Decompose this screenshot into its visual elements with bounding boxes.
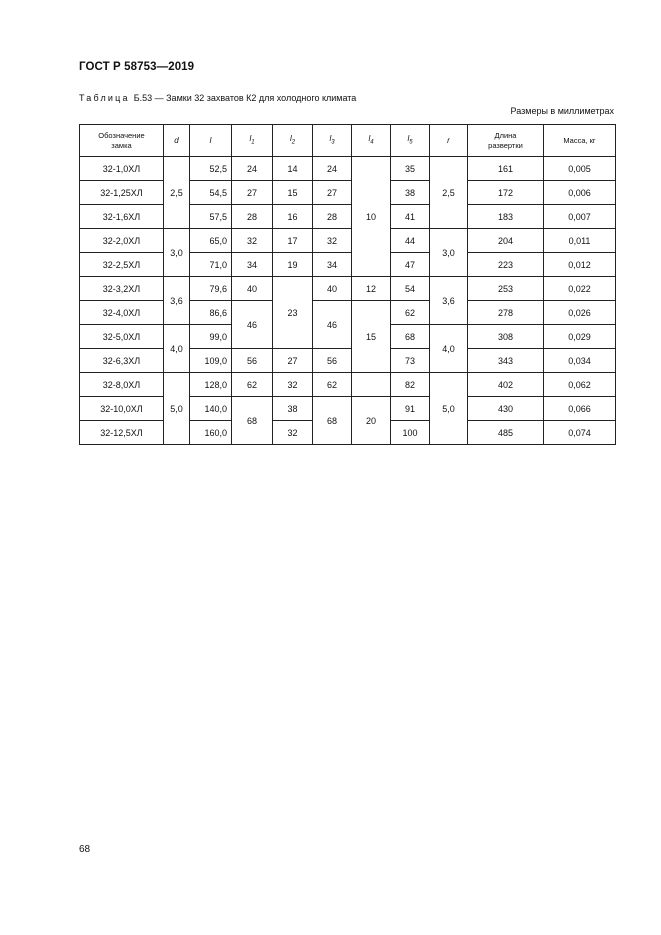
table-row xyxy=(80,157,616,181)
table-row xyxy=(80,397,616,421)
cell-development-length: 430 xyxy=(468,397,544,421)
cell-mass: 0,074 xyxy=(544,421,616,445)
header-r: r xyxy=(430,125,468,157)
cell-l1: 56 xyxy=(232,349,273,373)
cell-r: 4,0 xyxy=(430,325,468,373)
cell-l: 54,5 xyxy=(190,181,232,205)
cell-l3: 28 xyxy=(313,205,352,229)
cell-l4: 10 xyxy=(352,157,391,277)
cell-l4: 15 xyxy=(352,301,391,373)
cell-l3: 62 xyxy=(313,373,352,397)
header-l3: $l_3$ xyxy=(313,125,352,157)
table-row xyxy=(80,301,616,325)
caption-title: Б.53 — Замки 32 захватов К2 для холодного климата xyxy=(133,93,357,103)
caption-label: Таблица xyxy=(79,93,130,103)
cell-designation: 32-1,25ХЛ xyxy=(80,181,164,205)
cell-d: 5,0 xyxy=(164,373,190,445)
cell-development-length: 402 xyxy=(468,373,544,397)
cell-l1: 68 xyxy=(232,397,273,445)
cell-l3: 46 xyxy=(313,301,352,349)
cell-l3: 68 xyxy=(313,397,352,445)
document-code: ГОСТ Р 58753—2019 xyxy=(79,61,195,73)
cell-l: 109,0 xyxy=(190,349,232,373)
cell-l2: 32 xyxy=(273,373,313,397)
cell-l5: 82 xyxy=(391,373,430,397)
cell-l5: 47 xyxy=(391,253,430,277)
table-row xyxy=(80,253,616,277)
cell-d: 3,0 xyxy=(164,229,190,277)
cell-l5: 91 xyxy=(391,397,430,421)
cell-l2: 14 xyxy=(273,157,313,181)
table-row xyxy=(80,277,616,301)
header-mass: Масса, кг xyxy=(544,125,616,157)
table-row xyxy=(80,181,616,205)
cell-l: 65,0 xyxy=(190,229,232,253)
cell-l1: 46 xyxy=(232,301,273,349)
cell-l5: 62 xyxy=(391,301,430,325)
cell-l4 xyxy=(352,373,391,397)
cell-l2: 15 xyxy=(273,181,313,205)
header-row xyxy=(80,125,616,157)
cell-l2: 23 xyxy=(273,277,313,349)
cell-designation: 32-4,0ХЛ xyxy=(80,301,164,325)
cell-d: 3,6 xyxy=(164,277,190,325)
cell-r: 5,0 xyxy=(430,373,468,445)
cell-l1: 24 xyxy=(232,157,273,181)
cell-designation: 32-10,0ХЛ xyxy=(80,397,164,421)
cell-l1: 62 xyxy=(232,373,273,397)
cell-r: 2,5 xyxy=(430,157,468,229)
cell-l1: 40 xyxy=(232,277,273,301)
cell-l1: 28 xyxy=(232,205,273,229)
header-l2: $l_2$ xyxy=(273,125,313,157)
cell-l3: 24 xyxy=(313,157,352,181)
cell-l3: 27 xyxy=(313,181,352,205)
cell-designation: 32-1,0ХЛ xyxy=(80,157,164,181)
cell-designation: 32-1,6ХЛ xyxy=(80,205,164,229)
cell-mass: 0,066 xyxy=(544,397,616,421)
cell-l2: 19 xyxy=(273,253,313,277)
cell-l: 128,0 xyxy=(190,373,232,397)
cell-l1: 32 xyxy=(232,229,273,253)
cell-designation: 32-8,0ХЛ xyxy=(80,373,164,397)
cell-mass: 0,022 xyxy=(544,277,616,301)
cell-mass: 0,034 xyxy=(544,349,616,373)
cell-development-length: 343 xyxy=(468,349,544,373)
cell-mass: 0,026 xyxy=(544,301,616,325)
cell-development-length: 161 xyxy=(468,157,544,181)
cell-development-length: 223 xyxy=(468,253,544,277)
cell-development-length: 308 xyxy=(468,325,544,349)
cell-l: 140,0 xyxy=(190,397,232,421)
cell-l5: 100 xyxy=(391,421,430,445)
cell-designation: 32-12,5ХЛ xyxy=(80,421,164,445)
cell-l3: 32 xyxy=(313,229,352,253)
cell-r: 3,0 xyxy=(430,229,468,277)
cell-development-length: 183 xyxy=(468,205,544,229)
cell-l: 99,0 xyxy=(190,325,232,349)
cell-designation: 32-2,5ХЛ xyxy=(80,253,164,277)
table-row xyxy=(80,205,616,229)
cell-l2: 38 xyxy=(273,397,313,421)
cell-l5: 38 xyxy=(391,181,430,205)
header-d: d xyxy=(164,125,190,157)
cell-d: 4,0 xyxy=(164,325,190,373)
header-development-length: Длина развертки xyxy=(468,125,544,157)
cell-l3: 34 xyxy=(313,253,352,277)
cell-mass: 0,029 xyxy=(544,325,616,349)
cell-mass: 0,011 xyxy=(544,229,616,253)
cell-mass: 0,006 xyxy=(544,181,616,205)
cell-development-length: 485 xyxy=(468,421,544,445)
cell-development-length: 172 xyxy=(468,181,544,205)
units-note: Размеры в миллиметрах xyxy=(510,106,614,116)
cell-l2: 16 xyxy=(273,205,313,229)
header-designation: Обозначение замка xyxy=(80,125,164,157)
cell-l5: 68 xyxy=(391,325,430,349)
cell-designation: 32-3,2ХЛ xyxy=(80,277,164,301)
cell-l3: 56 xyxy=(313,349,352,373)
header-l4: $l_4$ xyxy=(352,125,391,157)
cell-l: 57,5 xyxy=(190,205,232,229)
cell-l5: 44 xyxy=(391,229,430,253)
cell-designation: 32-5,0ХЛ xyxy=(80,325,164,349)
cell-l: 86,6 xyxy=(190,301,232,325)
cell-l5: 35 xyxy=(391,157,430,181)
cell-designation: 32-2,0ХЛ xyxy=(80,229,164,253)
cell-l1: 34 xyxy=(232,253,273,277)
cell-mass: 0,005 xyxy=(544,157,616,181)
cell-l4: 12 xyxy=(352,277,391,301)
cell-l4: 20 xyxy=(352,397,391,445)
page-number: 68 xyxy=(79,844,91,855)
cell-l: 79,6 xyxy=(190,277,232,301)
cell-l2: 27 xyxy=(273,349,313,373)
table-caption xyxy=(79,93,356,103)
cell-d: 2,5 xyxy=(164,157,190,229)
dimensions-table xyxy=(79,124,616,445)
cell-l2: 32 xyxy=(273,421,313,445)
cell-mass: 0,007 xyxy=(544,205,616,229)
table-row xyxy=(80,349,616,373)
cell-mass: 0,012 xyxy=(544,253,616,277)
cell-l5: 73 xyxy=(391,349,430,373)
cell-designation: 32-6,3ХЛ xyxy=(80,349,164,373)
header-l: l xyxy=(190,125,232,157)
header-l1: $l_1$ xyxy=(232,125,273,157)
table-row xyxy=(80,229,616,253)
cell-mass: 0,062 xyxy=(544,373,616,397)
cell-development-length: 278 xyxy=(468,301,544,325)
cell-l1: 27 xyxy=(232,181,273,205)
cell-development-length: 204 xyxy=(468,229,544,253)
cell-l: 71,0 xyxy=(190,253,232,277)
header-l5: $l_5$ xyxy=(391,125,430,157)
cell-development-length: 253 xyxy=(468,277,544,301)
cell-l2: 17 xyxy=(273,229,313,253)
cell-l5: 41 xyxy=(391,205,430,229)
cell-l5: 54 xyxy=(391,277,430,301)
cell-r: 3,6 xyxy=(430,277,468,325)
cell-l3: 40 xyxy=(313,277,352,301)
cell-l: 160,0 xyxy=(190,421,232,445)
table-row xyxy=(80,373,616,397)
cell-l: 52,5 xyxy=(190,157,232,181)
